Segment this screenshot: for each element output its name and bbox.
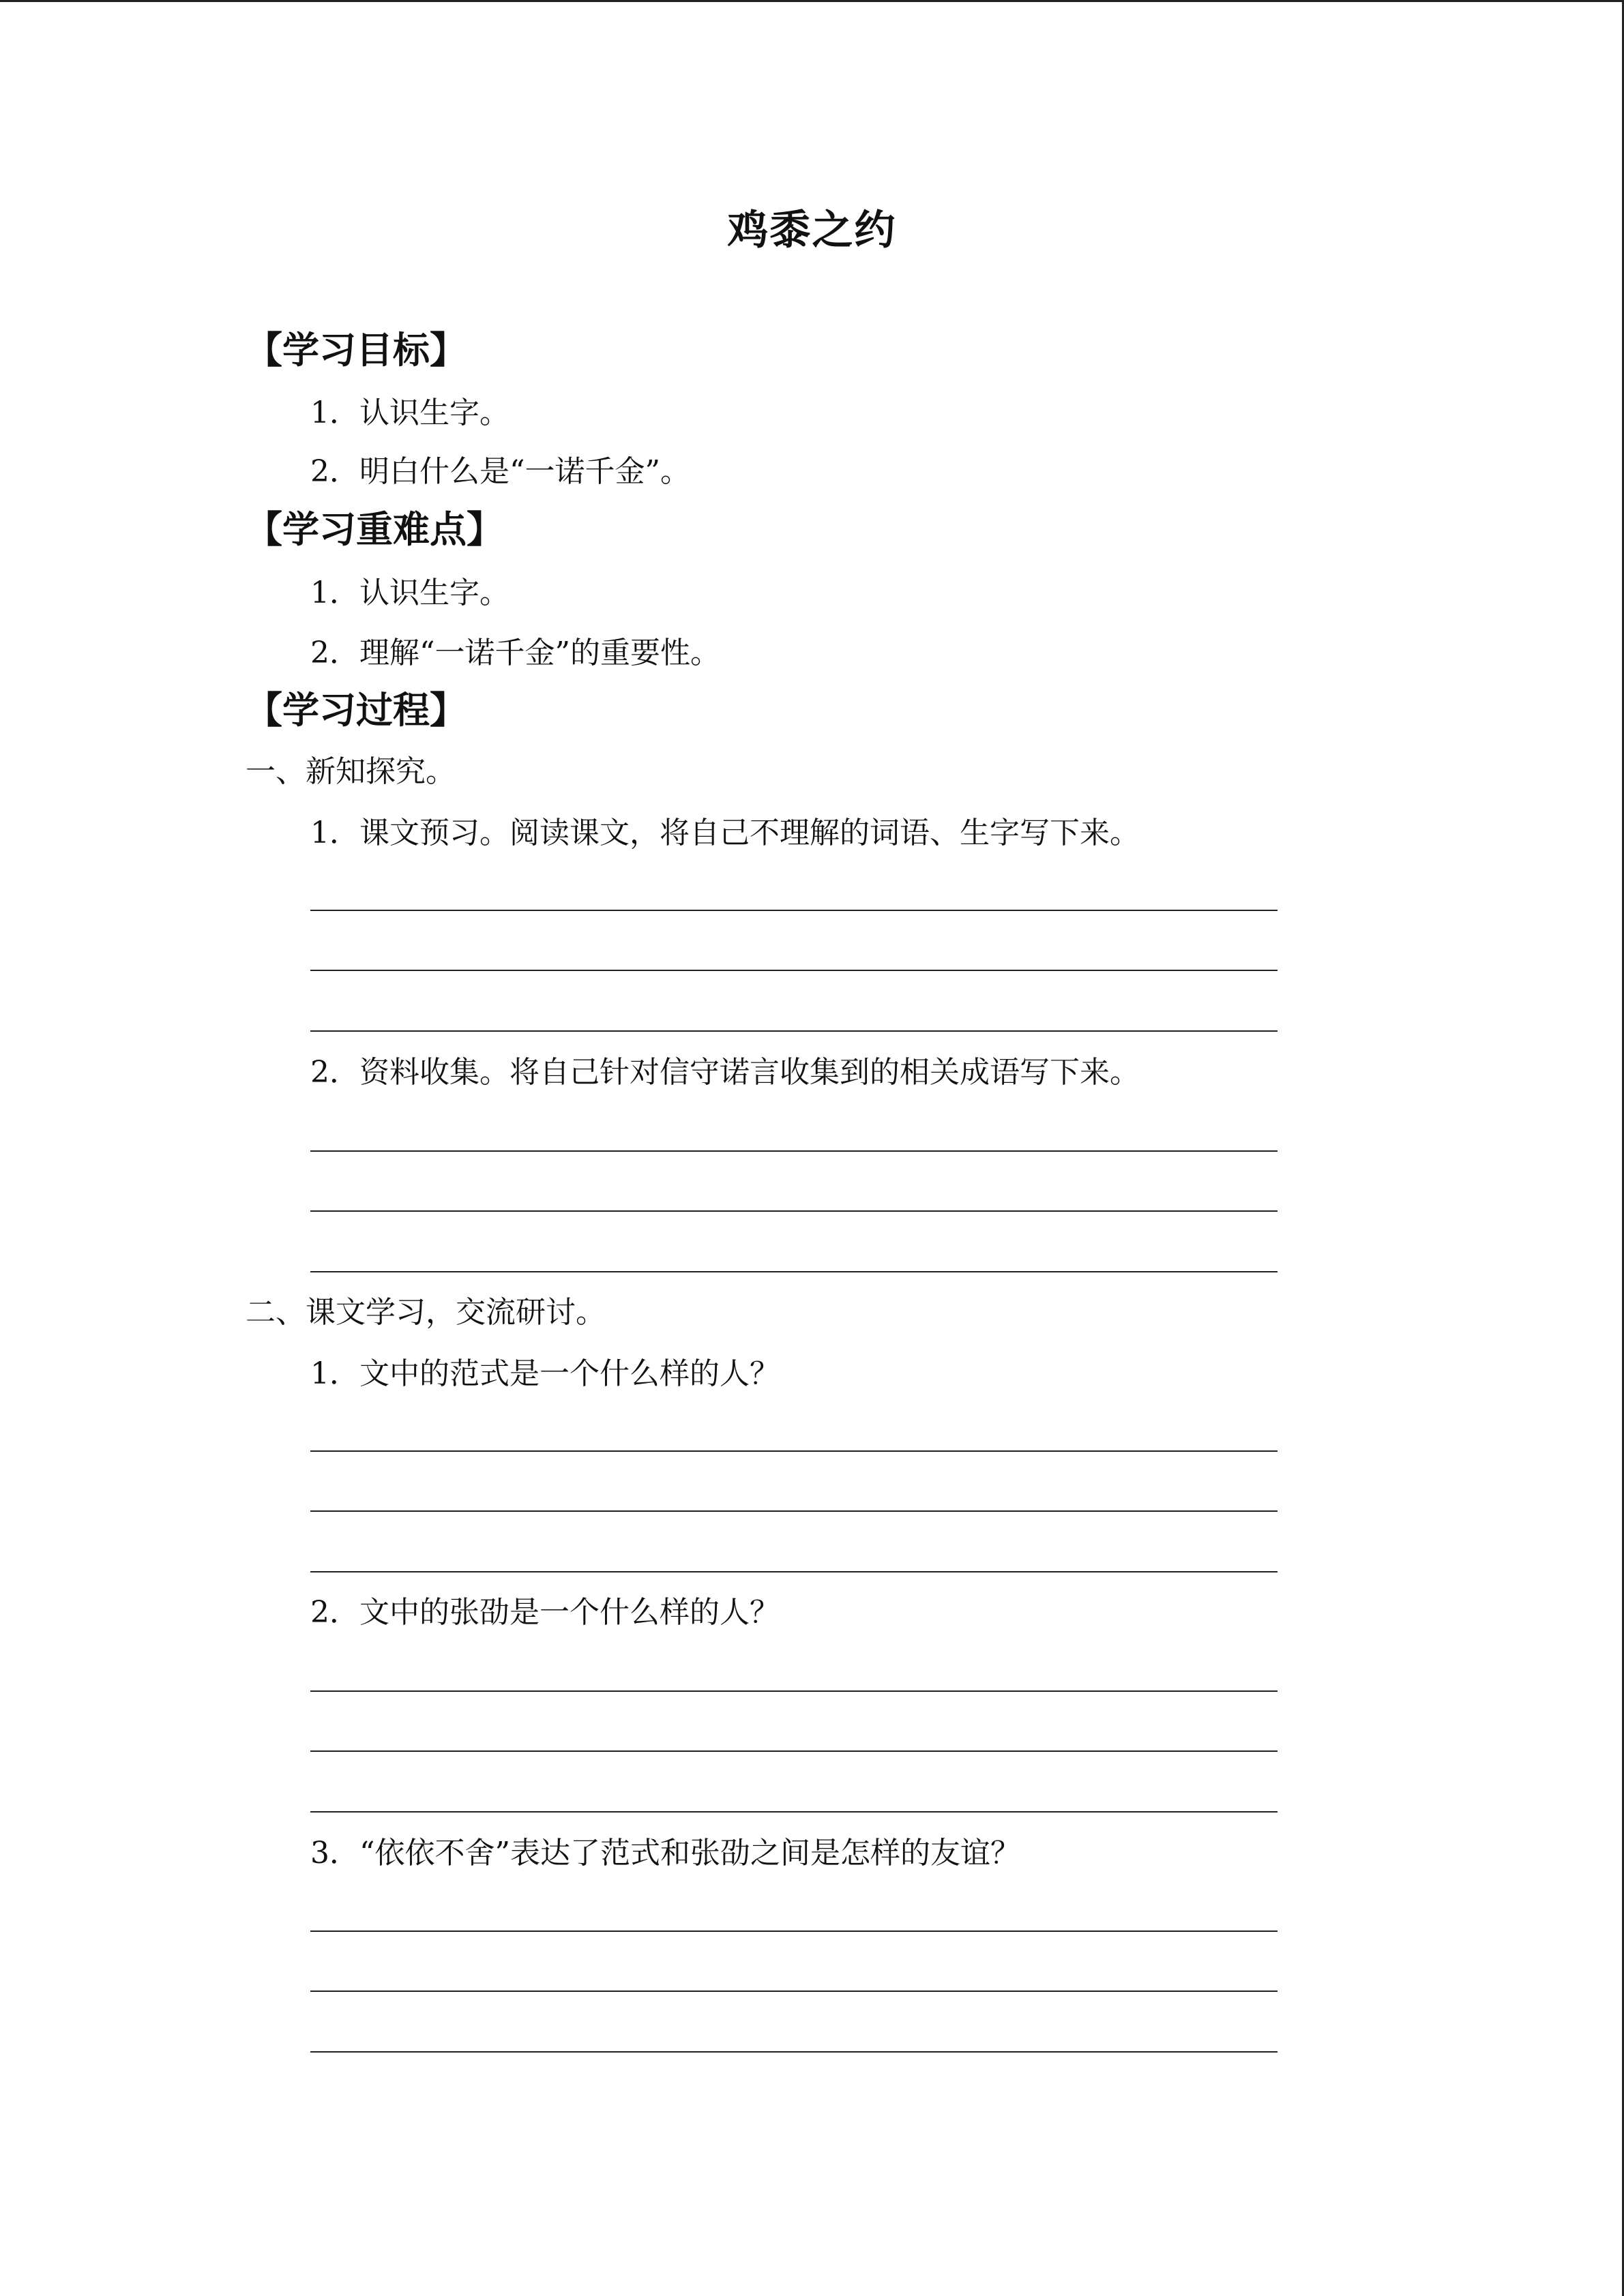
process-heading: 【学习过程】 (246, 689, 467, 732)
part2-question-1: 1．文中的范式是一个什么样的人？ (310, 1356, 780, 1391)
part1-question-1: 1．课文预习。阅读课文，将自己不理解的词语、生字写下来。 (310, 816, 1140, 850)
objective-item-1: 1．认识生字。 (310, 396, 510, 430)
answer-line[interactable] (310, 910, 1278, 911)
key-point-item-2: 2．理解“一诺千金”的重要性。 (310, 636, 720, 670)
answer-line[interactable] (310, 1750, 1278, 1752)
answer-line[interactable] (310, 1271, 1278, 1272)
answer-line[interactable] (310, 1450, 1278, 1452)
answer-line[interactable] (310, 1930, 1278, 1932)
answer-line[interactable] (310, 970, 1278, 971)
part2-question-3: 3．“依依不舍”表达了范式和张劭之间是怎样的友谊？ (310, 1836, 1020, 1870)
answer-line[interactable] (310, 1510, 1278, 1512)
part2-question-2: 2．文中的张劭是一个什么样的人？ (310, 1595, 780, 1630)
answer-line[interactable] (310, 2051, 1278, 2053)
answer-line[interactable] (310, 1690, 1278, 1692)
part1-title: 一、新知探究。 (246, 754, 456, 789)
answer-line[interactable] (310, 1991, 1278, 1992)
key-points-heading: 【学习重难点】 (246, 508, 503, 551)
part1-question-2: 2．资料收集。将自己针对信守诺言收集到的相关成语写下来。 (310, 1055, 1140, 1090)
answer-line[interactable] (310, 1210, 1278, 1212)
answer-line[interactable] (310, 1030, 1278, 1032)
answer-line[interactable] (310, 1811, 1278, 1813)
key-point-item-1: 1．认识生字。 (310, 576, 510, 610)
part2-title: 二、课文学习，交流研讨。 (246, 1295, 606, 1330)
answer-line[interactable] (310, 1571, 1278, 1572)
objectives-heading: 【学习目标】 (246, 329, 467, 372)
answer-line[interactable] (310, 1150, 1278, 1152)
objective-item-2: 2．明白什么是“一诺千金”。 (310, 454, 690, 489)
page-title: 鸡黍之约 (727, 207, 897, 254)
